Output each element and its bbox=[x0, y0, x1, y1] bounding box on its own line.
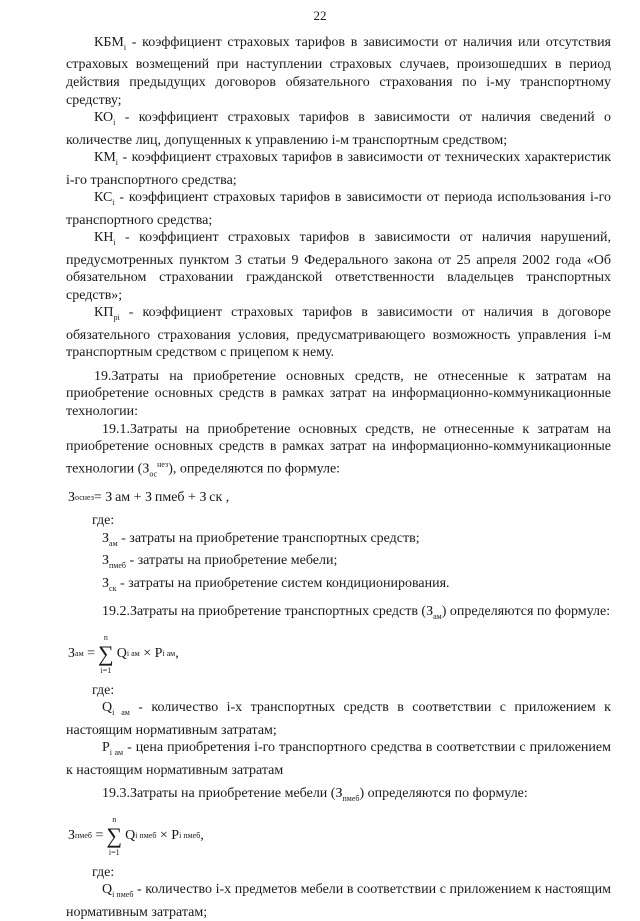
legend-q-am: $Q_{i ам}$ - количество i-х транспортных средств в соответствии с приложением к настоящим нормативным затратам; bbox=[66, 700, 611, 738]
coefficient-definition: $КБМ_i$ - коэффициент страховых тарифов в зависимости от наличия или отсутствия страховых возмещений при наступлении страховых случаев, произошедших в период действия предыдущих договоров обязательного страхования по i-му транспортному средству; bbox=[66, 35, 611, 108]
section-19-2: 19.2.Затраты на приобретение транспортных средств $(З_{ам})$ определяются по формуле: bbox=[102, 604, 611, 622]
where-label-3: где: bbox=[92, 864, 115, 880]
section-19-1: 19.1.Затраты на приобретение основных средств, не отнесенные к затратам на приобретение основных средств в рамках затрат на информационно-коммуникационные технологии $(З_{ос}^{нез})$, определяются по формуле: bbox=[66, 421, 611, 479]
legend-item: $З_{пмеб}$ - затраты на приобретение мебели; bbox=[102, 553, 338, 571]
coefficient-definition: $КО_i$ - коэффициент страховых тарифов в зависимости от наличия сведений о количестве лиц, допущенных к управлению i-м транспортным средством; bbox=[66, 110, 611, 148]
legend-item: $З_{ск}$ - затраты на приобретение систем кондиционирования. bbox=[102, 575, 450, 593]
document-body bbox=[66, 34, 611, 921]
coefficient-definitions bbox=[66, 34, 611, 362]
page-number: 22 bbox=[313, 8, 327, 23]
formula-19-2: З ам = n ∑ i=1 Q i ам × P i ам , bbox=[68, 632, 179, 675]
sum-symbol: n ∑ i=1 bbox=[98, 632, 114, 675]
section-19-3: 19.3.Затраты на приобретение мебели $(З_{пмеб})$ определяются по формуле: bbox=[102, 786, 528, 803]
sum-symbol-2: n ∑ i=1 bbox=[106, 814, 123, 857]
coefficient-definition: $КН_i$ - коэффициент страховых тарифов в зависимости от наличия нарушений, предусмотренных пунктом 3 статьи 9 Федерального закона от 25 апреля 2002 года «Об обязательном страховании гражданской ответственности владельцев транспортных средств»; bbox=[66, 230, 611, 303]
formula-total: З ос нез = З ам + З пмеб + З ск , bbox=[68, 489, 230, 505]
legend-list bbox=[66, 530, 611, 597]
legend-q-pmeb: $Q_{i пмеб}$ - количество i-х предметов мебели в соответствии с приложением к настоящим нормативным затратам; bbox=[66, 882, 611, 920]
coefficient-definition: $КП_{рi}$ - коэффициент страховых тарифов в зависимости от наличия в договоре обязательного страхования условия, предусматривающего возможность управления i-м транспортным средством с прицепом к нему. bbox=[66, 305, 611, 361]
where-label-2: где: bbox=[92, 682, 115, 698]
where-label: где: bbox=[92, 513, 115, 529]
section-19-heading: 19.Затраты на приобретение основных средств, не отнесенные к затратам на приобретение основных средств в рамках затрат на информационно-коммуникационные технологии: bbox=[66, 368, 611, 420]
legend-p-am: $P_{i ам}$ - цена приобретения i-го транспортного средства в соответствии с приложением к настоящим нормативным затратам bbox=[66, 740, 611, 778]
coefficient-definition: $КМ_i$ - коэффициент страховых тарифов в зависимости от технических характеристик i-го транспортного средства; bbox=[66, 150, 611, 188]
legend-item: $З_{ам}$ - затраты на приобретение транспортных средств; bbox=[102, 531, 420, 548]
formula-19-3: З пмеб = n ∑ i=1 Q i пмеб × P i пмеб , bbox=[68, 814, 204, 857]
coefficient-definition: $КС_i$ - коэффициент страховых тарифов в зависимости от периода использования i-го транспортного средства; bbox=[66, 190, 611, 228]
